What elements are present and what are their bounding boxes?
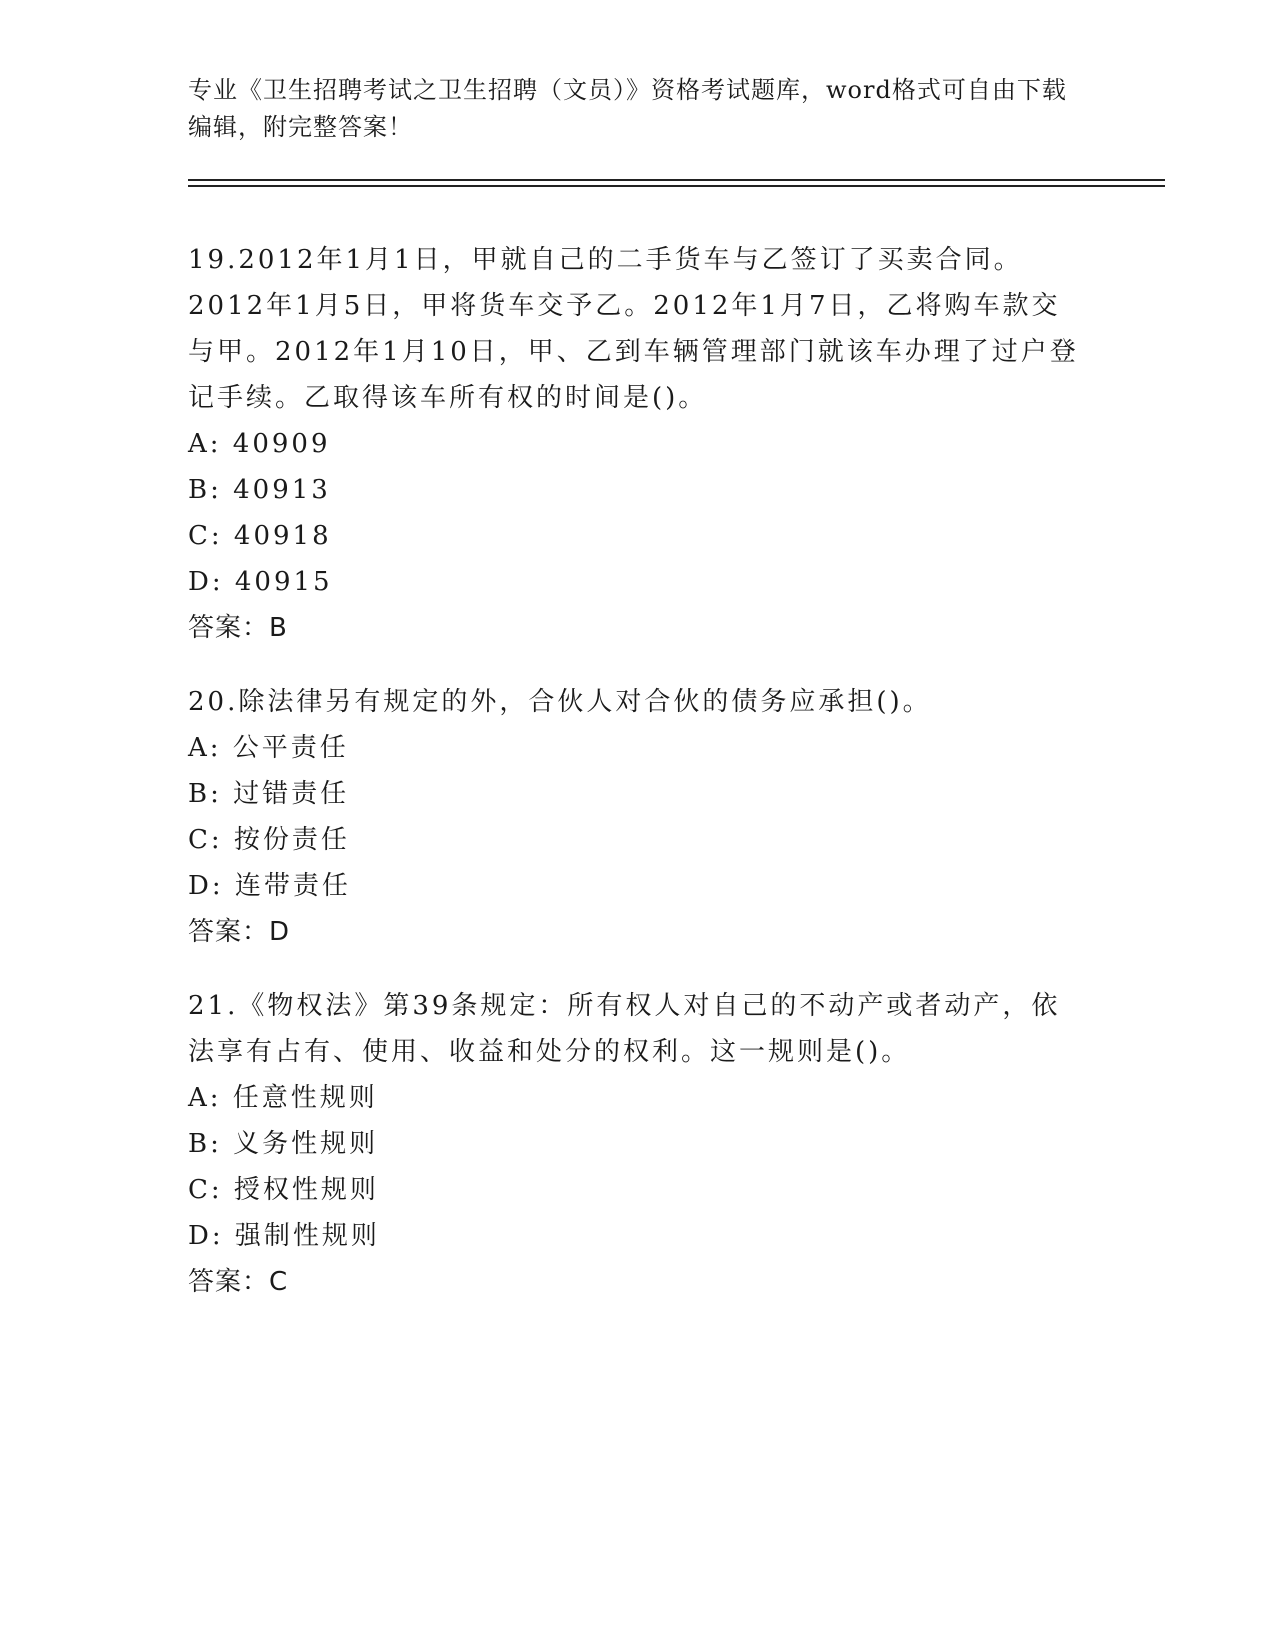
option-b: B: 40913	[188, 475, 331, 505]
question-list	[188, 237, 1088, 1333]
option-b: B: 义务性规则	[188, 1129, 379, 1159]
option-b: B: 过错责任	[188, 779, 350, 809]
header-text: 专业《卫生招聘考试之卫生招聘（文员）》资格考试题库，word格式可自由下载编辑，附完整答案！	[188, 76, 1067, 141]
option-d: D: 连带责任	[188, 871, 351, 901]
option-c: C: 按份责任	[188, 825, 350, 855]
option-c: C: 40918	[188, 521, 332, 551]
option-list	[188, 1075, 1088, 1259]
question-stem: 19.2012年1月1日，甲就自己的二手货车与乙签订了买卖合同。2012年1月5日，甲将货车交予乙。2012年1月7日，乙将购车款交与甲。2012年1月10日，甲、乙到车辆管理部门就该车办理了过户登记手续。乙取得该车所有权的时间是()。	[188, 245, 1079, 413]
question-stem: 21.《物权法》第39条规定：所有权人对自己的不动产或者动产，依法享有占有、使用、收益和处分的权利。这一规则是()。	[188, 991, 1061, 1067]
answer-label: 答案：D	[188, 917, 291, 947]
document-header	[188, 72, 1088, 146]
option-d: D: 40915	[188, 567, 333, 597]
option-d: D: 强制性规则	[188, 1221, 380, 1251]
option-list	[188, 421, 1088, 605]
option-a: A: 40909	[188, 429, 331, 459]
question-19	[188, 237, 1088, 651]
question-stem: 20.除法律另有规定的外，合伙人对合伙的债务应承担()。	[188, 687, 932, 717]
option-a: A: 公平责任	[188, 733, 349, 763]
answer-label: 答案：B	[188, 613, 288, 643]
question-20	[188, 679, 1088, 955]
question-21	[188, 983, 1088, 1305]
header-divider-bottom	[188, 185, 1165, 187]
option-a: A: 任意性规则	[188, 1083, 378, 1113]
option-list	[188, 725, 1088, 909]
header-divider-top	[188, 179, 1165, 181]
option-c: C: 授权性规则	[188, 1175, 379, 1205]
answer-label: 答案：C	[188, 1267, 289, 1297]
